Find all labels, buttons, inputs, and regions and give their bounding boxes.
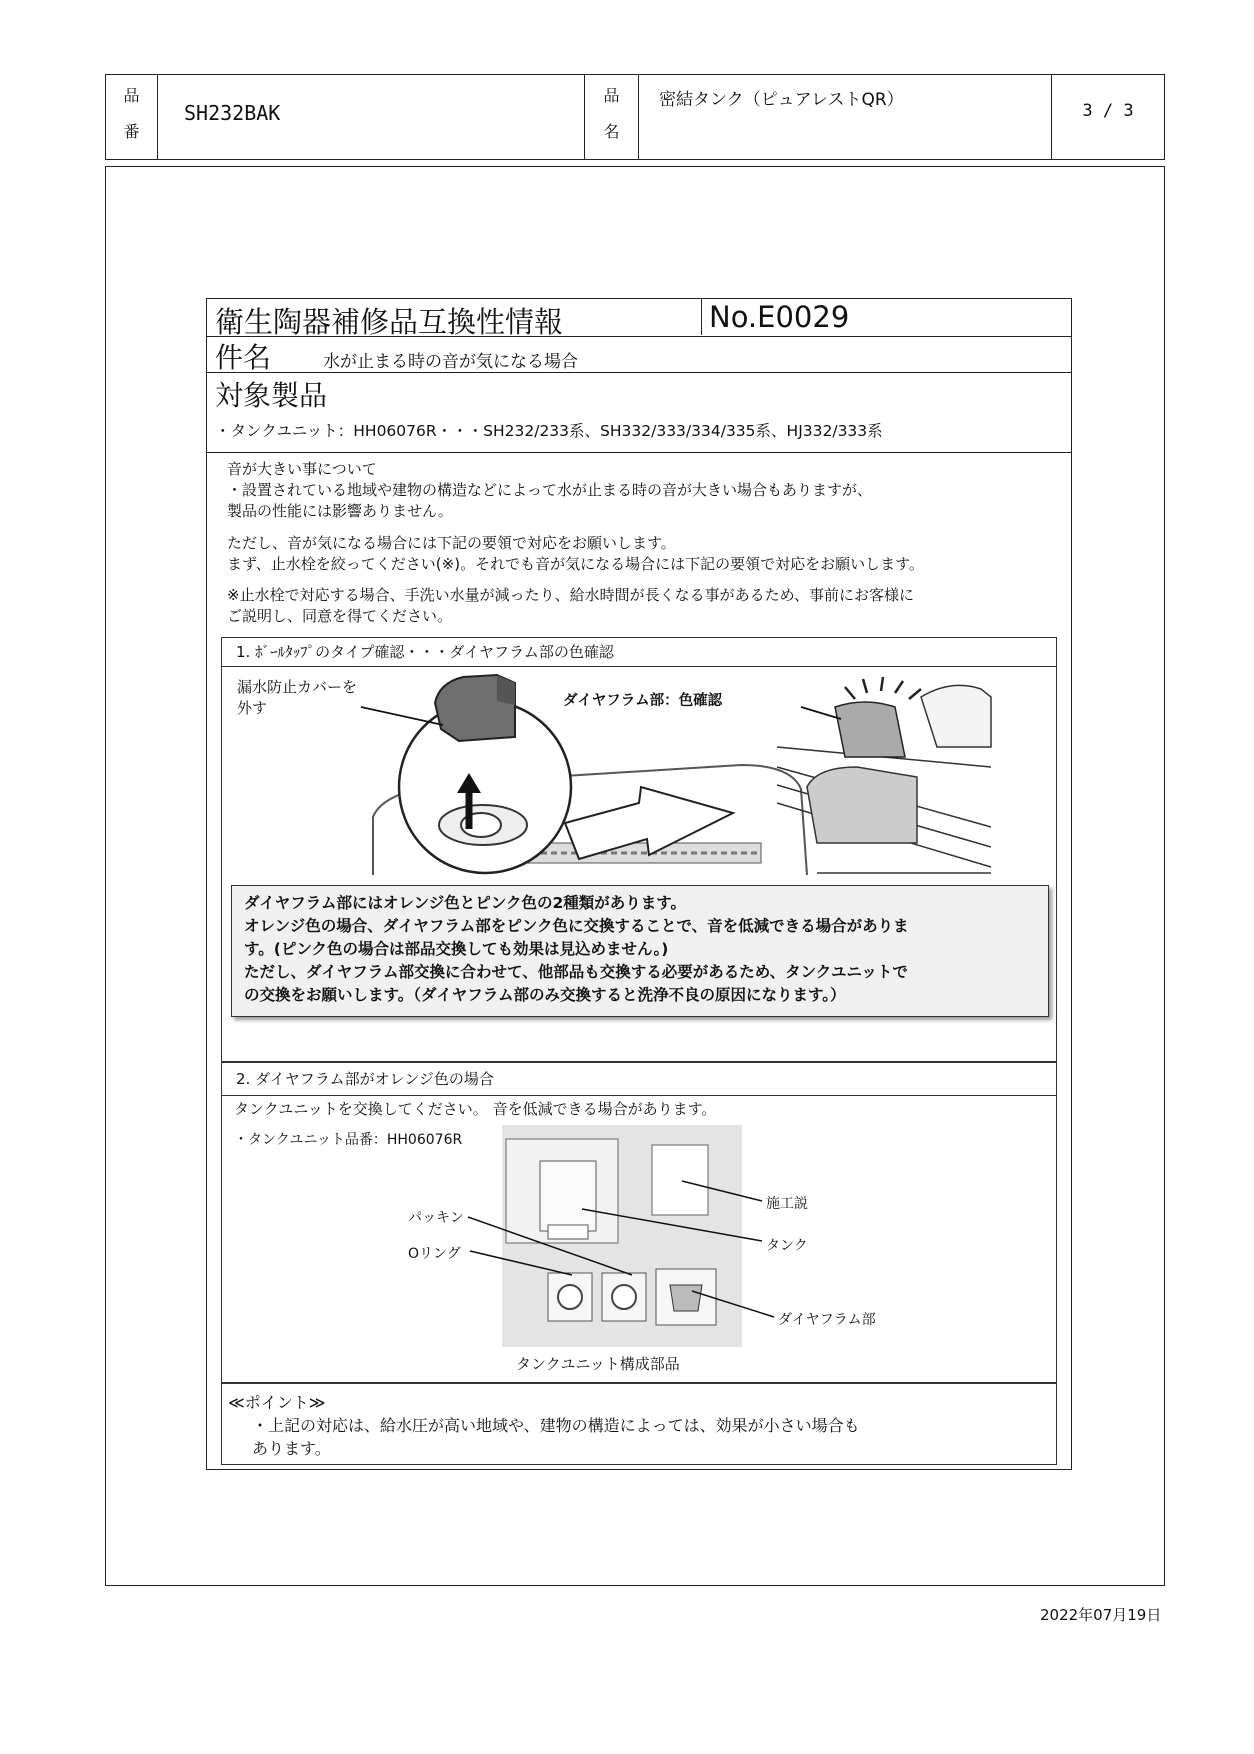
target-label: 対象製品 — [215, 379, 328, 412]
callout-line: ダイヤフラム部にはオレンジ色とピンク色の2種類があります。 — [244, 894, 686, 912]
section1-title: 1. ﾎﾞｰﾙﾀｯﾌﾟのタイプ確認・・・ダイヤフラム部の色確認 — [236, 643, 614, 661]
label-cover-2: 外す — [237, 699, 268, 717]
part-no-label-1: 品 — [123, 86, 140, 105]
subject-text: 水が止まる時の音が気になる場合 — [323, 352, 578, 372]
point-text — [252, 1414, 860, 1460]
point-line: ・上記の対応は、給水圧が高い地域や、建物の構造によっては、効果が小さい場合も — [252, 1416, 860, 1435]
point-box — [221, 1383, 1057, 1465]
callout-line: ただし、ダイヤフラム部交換に合わせて、他部品も交換する必要があるため、タンクユニットで — [244, 963, 908, 981]
label-manual: 施工説 — [766, 1196, 808, 1212]
doc-number: No.E0029 — [709, 300, 850, 334]
request-line: ただし、音が気になる場合には下記の要領で対応をお願いします。 — [227, 534, 676, 552]
note-line: ご説明し、同意を得てください。 — [227, 607, 453, 625]
unit-number: ・タンクユニット品番：HH06076R — [234, 1132, 463, 1148]
title-row — [207, 299, 1071, 337]
section2-body — [221, 1095, 1057, 1383]
target-row — [207, 373, 1071, 453]
part-name-label-2: 名 — [603, 122, 620, 141]
label-diaphragm: ダイヤフラム部：色確認 — [563, 693, 723, 709]
section2-title: 2. ダイヤフラム部がオレンジ色の場合 — [236, 1070, 494, 1088]
section2-instruction: タンクユニットを交換してください。 音を低減できる場合があります。 — [234, 1100, 717, 1118]
intro-line: ・設置されている地域や建物の構造などによって水が止まる時の音が大きい場合もありますが、 — [227, 481, 873, 499]
part-no: SH232BAK — [158, 75, 585, 159]
diaphragm-callout — [231, 885, 1049, 1017]
intro-line: 製品の性能には影響ありません。 — [227, 502, 453, 520]
label-tank: タンク — [766, 1238, 808, 1254]
callout-line: オレンジ色の場合、ダイヤフラム部をピンク色に交換することで、音を低減できる場合がありま — [244, 917, 909, 935]
request-line: まず、止水栓を絞ってください(※)。それでも音が気になる場合には下記の要領で対応をお願いします。 — [227, 555, 924, 573]
label-oring: Oリング — [408, 1246, 461, 1262]
target-line: ・タンクユニット：HH06076R・・・SH232/233系、SH332/333/334/335系、HJ332/333系 — [215, 422, 883, 440]
issue-date: 2022年07月19日 — [1040, 1606, 1162, 1624]
section1-header — [221, 637, 1057, 667]
part-name-label-1: 品 — [603, 86, 620, 105]
label-cover — [237, 677, 357, 719]
callout-line: す。(ピンク色の場合は部品交換しても効果は見込めません。) — [244, 940, 669, 958]
parts-caption: タンクユニット構成部品 — [516, 1355, 680, 1373]
doc-title: 衛生陶器補修品互換性情報 — [215, 305, 564, 339]
note-text — [227, 585, 1057, 627]
part-no-label — [106, 75, 158, 159]
intro-line: 音が大きい事について — [227, 460, 377, 478]
part-name: 密結タンク（ピュアレストQR） — [639, 75, 1052, 159]
intro-text — [227, 459, 1057, 522]
label-diaphragm-part: ダイヤフラム部 — [778, 1312, 876, 1328]
subject-label: 件名 — [215, 341, 272, 374]
subject-row — [207, 337, 1071, 373]
section2-header — [221, 1062, 1057, 1096]
callout-line: の交換をお願いします。（ダイヤフラム部のみ交換すると洗浄不良の原因になります。） — [244, 986, 846, 1004]
page-number: 3 / 3 — [1082, 101, 1134, 121]
point-line: あります。 — [252, 1439, 331, 1458]
label-cover-1: 漏水防止カバーを — [237, 678, 358, 696]
diaphragm-detail-image — [777, 677, 991, 873]
tank-unit-parts-image — [502, 1125, 742, 1347]
header-table — [105, 74, 1165, 160]
point-title: ≪ポイント≫ — [228, 1393, 326, 1412]
title-divider — [701, 299, 702, 335]
compat-doc — [206, 298, 1072, 1470]
note-line: ※止水栓で対応する場合、手洗い水量が減ったり、給水時間が長くなる事があるため、事前にお客様に — [227, 586, 914, 604]
part-name-label — [585, 75, 639, 159]
part-no-label-2: 番 — [123, 122, 140, 141]
label-packing: パッキン — [408, 1210, 464, 1226]
request-text — [227, 533, 1057, 575]
